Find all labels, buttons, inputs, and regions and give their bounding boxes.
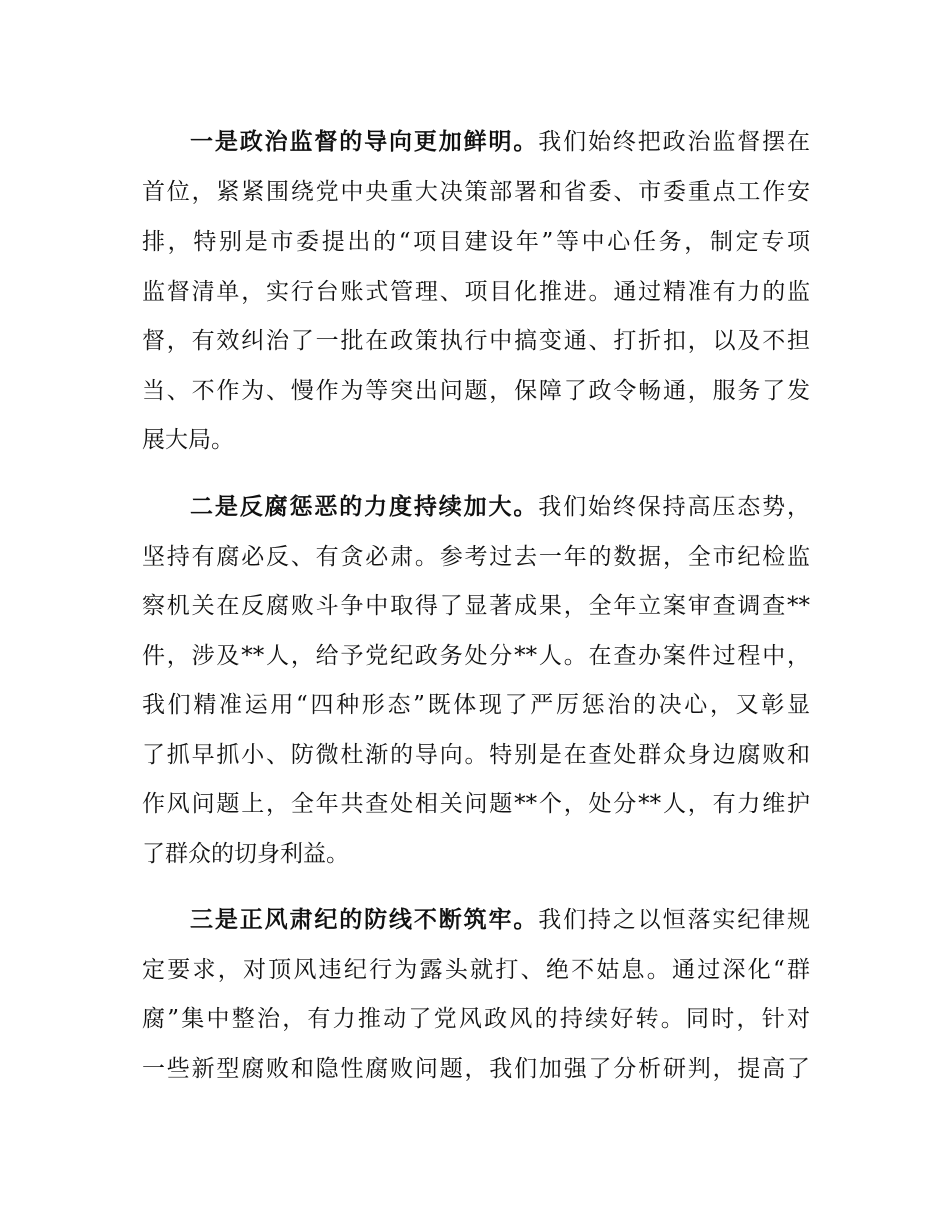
paragraph-line: 作风问题上，全年共查处相关问题**个，处分**人，有力维护 [142, 791, 810, 817]
paragraph-line: 我们精准运用“四种形态”既体现了严厉惩治的决心，又彰显 [142, 692, 810, 718]
paragraph-text: 我们始终把政治监督摆在 [538, 129, 810, 155]
paragraph-line: 察机关在反腐败斗争中取得了显著成果，全年立案审查调查** [142, 593, 810, 619]
paragraph-text: 我们始终保持高压态势， [538, 494, 810, 520]
paragraph-line: 坚持有腐必反、有贪必肃。参考过去一年的数据，全市纪检监 [142, 544, 810, 570]
paragraph-text: 我们持之以恒落实纪律规 [538, 907, 810, 933]
paragraph-line: 展大局。 [142, 427, 234, 453]
paragraph-line: 监督清单，实行台账式管理、项目化推进。通过精准有力的监 [142, 279, 810, 305]
paragraph-line [190, 487, 810, 527]
paragraph-line [190, 122, 810, 162]
paragraph-lead: 二是反腐惩恶的力度持续加大。 [190, 494, 539, 520]
paragraph-line: 定要求，对顶风违纪行为露头就打、绝不姑息。通过深化“群 [142, 957, 810, 983]
paragraph-line: 了群众的切身利益。 [142, 841, 349, 867]
paragraph-line: 首位，紧紧围绕党中央重大决策部署和省委、市委重点工作安 [142, 179, 810, 205]
paragraph-lead: 三是正风肃纪的防线不断筑牢。 [190, 907, 539, 933]
paragraph-line: 腐”集中整治，有力推动了党风政风的持续好转。同时，针对 [142, 1006, 810, 1032]
paragraph-line: 件，涉及**人，给予党纪政务处分**人。在查办案件过程中， [142, 643, 810, 669]
paragraph-line [190, 900, 810, 940]
paragraph-line: 了抓早抓小、防微杜渐的导向。特别是在查处群众身边腐败和 [142, 742, 810, 768]
paragraph-line: 一些新型腐败和隐性腐败问题，我们加强了分析研判，提高了 [142, 1056, 810, 1082]
paragraph-line: 督，有效纠治了一批在政策执行中搞变通、打折扣，以及不担 [142, 328, 810, 354]
paragraph-line: 排，特别是市委提出的“项目建设年”等中心任务，制定专项 [142, 229, 810, 255]
paragraph-line: 当、不作为、慢作为等突出问题，保障了政令畅通，服务了发 [142, 378, 810, 404]
paragraph-lead: 一是政治监督的导向更加鲜明。 [190, 129, 539, 155]
